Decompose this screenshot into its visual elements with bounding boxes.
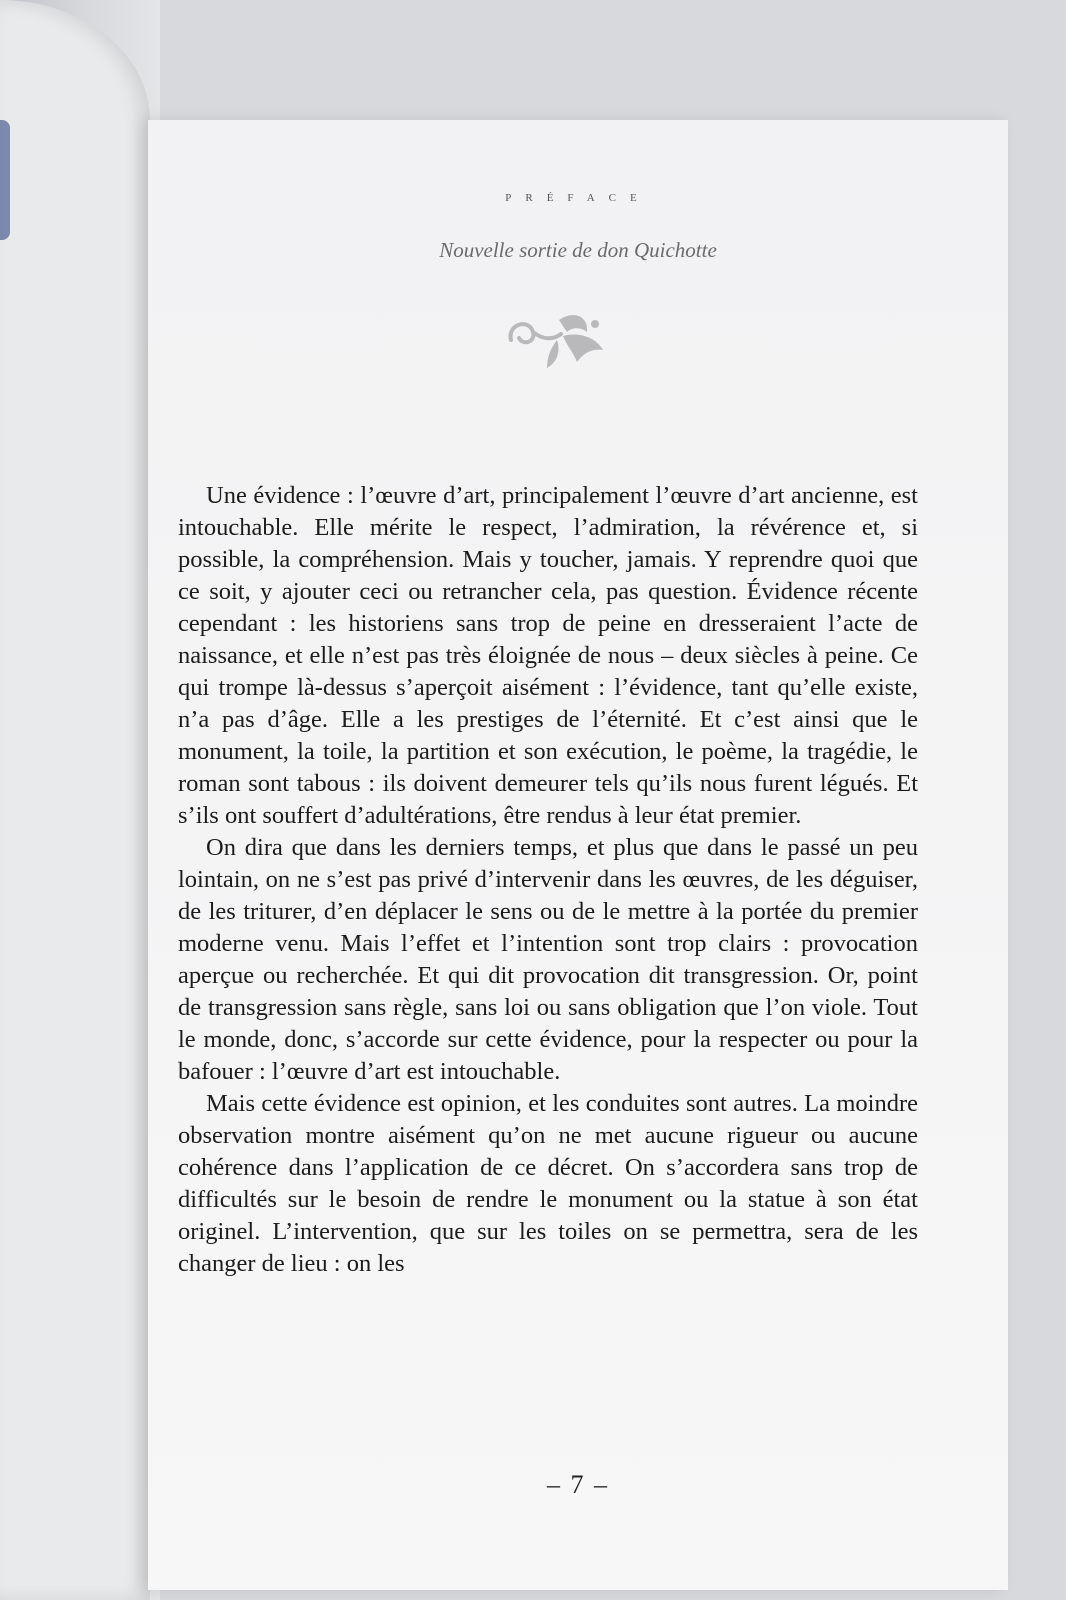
paragraph-3: Mais cette évidence est opinion, et les conduites sont autres. La moindre observation montre aisément qu’on ne met aucune rigueur ou aucune cohérence dans l’application de ce décret. On s’accordera sans trop de difficultés sur le besoin de rendre le monument ou la statue à son état originel. L’intervention, que sur les toiles on se permettra, sera de les changer de lieu : on les xyxy=(178,1090,918,1277)
paragraph-2: On dira que dans les derniers temps, et plus que dans le passé un peu lointain, on ne s’est pas privé d’intervenir dans les œuvres, de les déguiser, de les triturer, d’en déplacer le sens ou de le mettre à la portée du premier moderne venu. Mais l’effet et l’intention sont trop clairs : provocation aperçue ou recherchée. Et qui dit provocation dit transgression. Or, point de transgression sans règle, sans loi ou sans obligation que l’on viole. Tout le monde, donc, s’accorde sur cette évidence, pour la respecter ou pour la bafouer : l’œuvre d’art est intouchable. xyxy=(178,834,918,1085)
body-text xyxy=(178,480,918,1280)
floral-vignette-icon xyxy=(503,310,613,370)
left-page-edge xyxy=(0,0,150,1600)
facing-page-mark xyxy=(0,120,10,240)
chapter-title: Nouvelle sortie de don Quichotte xyxy=(439,238,717,262)
running-head: PRÉFACE xyxy=(505,192,651,204)
paragraph-1: Une évidence : l’œuvre d’art, principalement l’œuvre d’art ancienne, est intouchable. Elle mérite le respect, l’admiration, la révérence et, si possible, la compréhension. Mais y toucher, jamais. Y reprendre quoi que ce soit, y ajouter ceci ou retrancher cela, pas question. Évidence récente cependant : les historiens sans trop de peine en dresseraient l’acte de naissance, et elle n’est pas très éloignée de nous – deux siècles à peine. Ce qui trompe là-dessus s’aperçoit aisément : l’évidence, tant qu’elle existe, n’a pas d’âge. Elle a les prestiges de l’éternité. Et c’est ainsi que le monument, la toile, la partition et son exécution, le poème, la tragédie, le roman sont tabous : ils doivent demeurer tels qu’ils nous furent légués. Et s’ils ont souffert d’adultérations, être rendus à leur état premier. xyxy=(178,482,918,829)
book-page xyxy=(148,120,1008,1590)
page-number: – 7 – xyxy=(547,1470,609,1499)
